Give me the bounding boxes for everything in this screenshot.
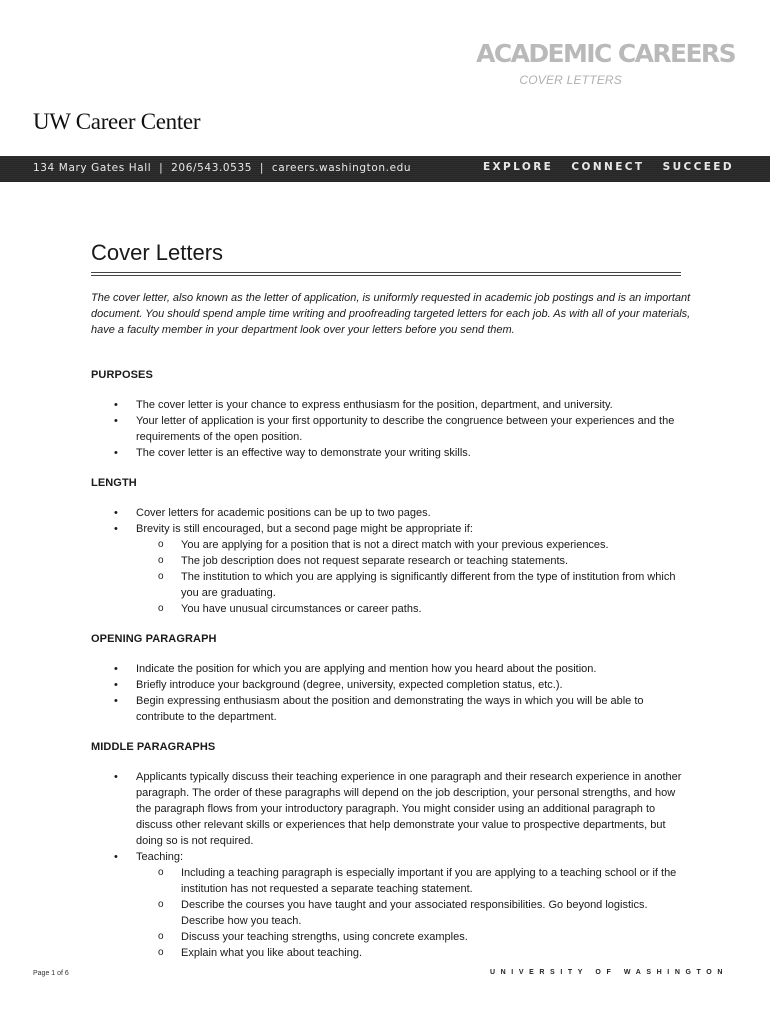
list-item (114, 849, 691, 961)
bullet-icon: • (114, 679, 118, 691)
title-divider-top (91, 272, 681, 273)
section-heading-opening: OPENING PARAGRAPH (91, 633, 217, 645)
list-item (114, 445, 691, 461)
sublist-item (158, 865, 691, 897)
circle-bullet-icon: o (158, 867, 164, 878)
bullet-icon: • (114, 447, 118, 459)
header-subtitle: COVER LETTERS (519, 73, 622, 87)
list-item (114, 677, 691, 693)
sublist-item-text: Explain what you like about teaching. (181, 947, 363, 959)
sublist-item (158, 569, 691, 601)
list-item-text: Cover letters for academic positions can be up to two pages. (136, 507, 431, 519)
circle-bullet-icon: o (158, 603, 164, 614)
title-divider-bottom (91, 275, 681, 276)
list-item-text: Briefly introduce your background (degree, university, expected completion status, etc.). (136, 679, 563, 691)
list-item (114, 413, 691, 445)
document-body (91, 367, 691, 975)
list-item-text: Applicants typically discuss their teaching experience in one paragraph and their research experience in another paragraph. The order of these paragraphs will depend on the job description, your personal strengths, and how the paragraph flows from your introductory paragraph. You might consider using an additional paragraph to discuss other relevant skills or experiences that help demonstrate your value to prospective departments, but doing so is not required. (136, 771, 682, 847)
list-item-text: Begin expressing enthusiasm about the position and demonstrating the ways in which you will be able to contribute to the department. (136, 695, 644, 723)
list-item (114, 769, 691, 849)
list-item-text: Brevity is still encouraged, but a second page might be appropriate if: (136, 523, 473, 535)
university-wordmark: UNIVERSITY OF WASHINGTON (490, 969, 728, 976)
contact-banner (0, 156, 770, 182)
sublist-item-text: The job description does not request separate research or teaching statements. (181, 555, 569, 567)
list-item (114, 397, 691, 413)
sublist-item (158, 897, 691, 929)
sublist-item (158, 929, 691, 945)
bullet-icon: • (114, 851, 118, 863)
bullet-icon: • (114, 507, 118, 519)
sublist-item-text: Describe the courses you have taught and your associated responsibilities. Go beyond logistics. Describe how you teach. (181, 899, 648, 927)
intro-paragraph: The cover letter, also known as the letter of application, is uniformly requested in academic job postings and is an important document. You should spend ample time writing and proofreading targeted letters for each job. As with all of your materials, have a faculty member in your department look over your letters before you send them. (91, 292, 691, 336)
circle-bullet-icon: o (158, 947, 164, 958)
list-item-text: The cover letter is your chance to express enthusiasm for the position, department, and university. (136, 399, 613, 411)
header-title: ACADEMIC CAREERS (476, 39, 735, 68)
list-item (114, 505, 691, 521)
banner-tagline: EXPLORE CONNECT SUCCEED (482, 161, 734, 173)
sublist-item-text: You have unusual circumstances or career paths. (181, 603, 422, 615)
list-item-text: Teaching: (136, 851, 184, 863)
length-sublist (136, 537, 691, 617)
circle-bullet-icon: o (158, 571, 164, 582)
teaching-sublist (136, 865, 691, 961)
bullet-icon: • (114, 771, 118, 783)
purposes-list (91, 397, 691, 461)
sublist-item (158, 601, 691, 617)
list-item (114, 661, 691, 677)
sublist-item (158, 945, 691, 961)
circle-bullet-icon: o (158, 899, 164, 910)
sublist-item (158, 553, 691, 569)
sublist-item-text: Including a teaching paragraph is especially important if you are applying to a teaching school or if the institution has not requested a separate teaching statement. (181, 867, 677, 895)
circle-bullet-icon: o (158, 555, 164, 566)
circle-bullet-icon: o (158, 539, 164, 550)
section-heading-length: LENGTH (91, 477, 137, 489)
list-item-text: Your letter of application is your first opportunity to describe the congruence between your experiences and the requirements of the open position. (136, 415, 675, 443)
list-item (114, 521, 691, 617)
bullet-icon: • (114, 663, 118, 675)
opening-list (91, 661, 691, 725)
bullet-icon: • (114, 399, 118, 411)
section-heading-middle: MIDDLE PARAGRAPHS (91, 741, 216, 753)
page-title: Cover Letters (91, 240, 224, 265)
uw-career-center-logo: UW Career Center (33, 109, 201, 134)
sublist-item-text: Discuss your teaching strengths, using concrete examples. (181, 931, 468, 943)
bullet-icon: • (114, 415, 118, 427)
circle-bullet-icon: o (158, 931, 164, 942)
section-heading-purposes: PURPOSES (91, 369, 153, 381)
sublist-item-text: You are applying for a position that is not a direct match with your previous experiences. (181, 539, 609, 551)
length-list (91, 505, 691, 617)
sublist-item-text: The institution to which you are applying is significantly different from the type of institution from which you are graduating. (181, 571, 676, 599)
sublist-item (158, 537, 691, 553)
page-number: Page 1 of 6 (33, 970, 69, 977)
list-item-text: Indicate the position for which you are applying and mention how you heard about the position. (136, 663, 597, 675)
list-item (114, 693, 691, 725)
bullet-icon: • (114, 695, 118, 707)
banner-contact-info: 134 Mary Gates Hall | 206/543.0535 | careers.washington.edu (33, 162, 412, 174)
list-item-text: The cover letter is an effective way to demonstrate your writing skills. (136, 447, 471, 459)
bullet-icon: • (114, 523, 118, 535)
middle-list (91, 769, 691, 961)
